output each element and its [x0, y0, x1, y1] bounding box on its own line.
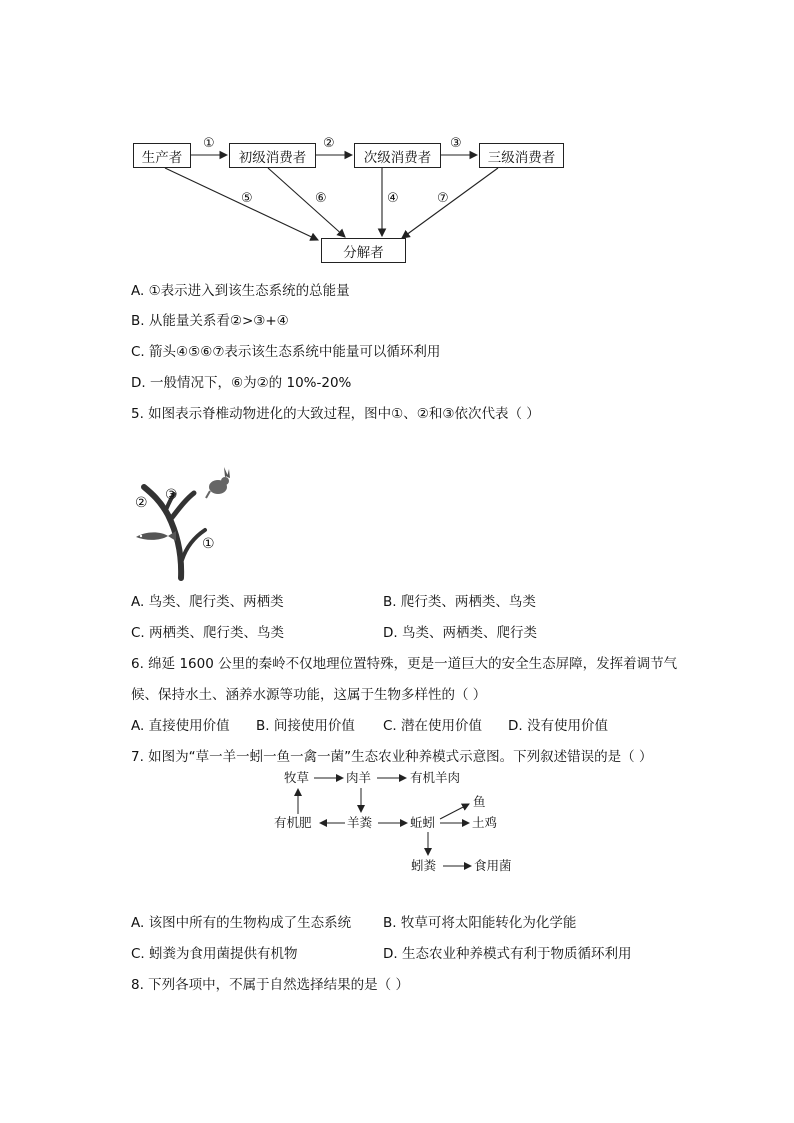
label-5: ⑤ [241, 191, 253, 206]
q6-option-b[interactable]: B. 间接使用价值 [256, 718, 355, 734]
q5-option-a[interactable]: A. 鸟类、爬行类、两栖类 [131, 594, 284, 610]
box-decomposer: 分解者 [321, 238, 406, 263]
label-3: ③ [450, 136, 462, 151]
node-meat-sheep: 肉羊 [346, 770, 372, 785]
box-primary-consumer: 初级消费者 [229, 143, 316, 168]
node-pasture: 牧草 [284, 770, 310, 785]
q7-option-b[interactable]: B. 牧草可将太阳能转化为化学能 [383, 915, 577, 931]
node-earthworm: 蚯蚓 [410, 815, 436, 830]
node-organic-fertilizer: 有机肥 [274, 815, 312, 830]
label-1: ① [203, 136, 215, 151]
q7-option-d[interactable]: D. 生态农业种养模式有利于物质循环利用 [383, 946, 632, 962]
q6-option-d[interactable]: D. 没有使用价值 [508, 718, 608, 734]
q6-option-a[interactable]: A. 直接使用价值 [131, 718, 230, 734]
tree-label-3: ③ [165, 487, 178, 503]
q4-option-d[interactable]: D. 一般情况下，⑥为②的 10%-20% [131, 375, 352, 391]
label-4: ④ [387, 191, 399, 206]
q4-option-a[interactable]: A. ①表示进入到该生态系统的总能量 [131, 283, 350, 299]
q5-option-b[interactable]: B. 爬行类、两栖类、鸟类 [383, 594, 536, 610]
box-producer: 生产者 [133, 143, 191, 168]
q7-stem: 7. 如图为“草一羊一蚓一鱼一禽一菌”生态农业种养模式示意图。下列叙述错误的是（ ） [131, 749, 653, 765]
q7-option-c[interactable]: C. 蚓粪为食用菌提供有机物 [131, 946, 298, 962]
tree-label-1: ① [202, 536, 215, 552]
label-7: ⑦ [437, 191, 449, 206]
box-tertiary-consumer: 三级消费者 [479, 143, 564, 168]
node-edible-fungus: 食用菌 [474, 858, 512, 873]
label-6: ⑥ [315, 191, 327, 206]
q8-stem: 8. 下列各项中，不属于自然选择结果的是（ ） [131, 977, 409, 993]
node-chicken: 土鸡 [472, 815, 498, 830]
node-sheep-manure: 羊粪 [347, 815, 373, 830]
q6-option-c[interactable]: C. 潜在使用价值 [383, 718, 483, 734]
q4-option-c[interactable]: C. 箭头④⑤⑥⑦表示该生态系统中能量可以循环利用 [131, 344, 441, 360]
label-2: ② [323, 136, 335, 151]
node-worm-castings: 蚓粪 [411, 858, 437, 873]
q5-stem: 5. 如图表示脊椎动物进化的大致过程，图中①、②和③依次代表（ ） [131, 406, 540, 422]
q5-option-d[interactable]: D. 鸟类、两栖类、爬行类 [383, 625, 537, 641]
q5-option-c[interactable]: C. 两栖类、爬行类、鸟类 [131, 625, 285, 641]
node-organic-mutton: 有机羊肉 [410, 770, 461, 785]
q6-stem-line-1: 6. 绵延 1600 公里的秦岭不仅地理位置特殊，更是一道巨大的安全生态屏障，发挥着调节气 [131, 656, 678, 672]
q6-stem-line-2: 候、保持水土、涵养水源等功能，这属于生物多样性的（ ） [131, 687, 487, 703]
tree-label-2: ② [135, 495, 148, 511]
node-fish: 鱼 [473, 794, 486, 809]
box-secondary-consumer: 次级消费者 [354, 143, 441, 168]
q7-option-a[interactable]: A. 该图中所有的生物构成了生态系统 [131, 915, 352, 931]
q4-option-b[interactable]: B. 从能量关系看②>③+④ [131, 313, 289, 329]
